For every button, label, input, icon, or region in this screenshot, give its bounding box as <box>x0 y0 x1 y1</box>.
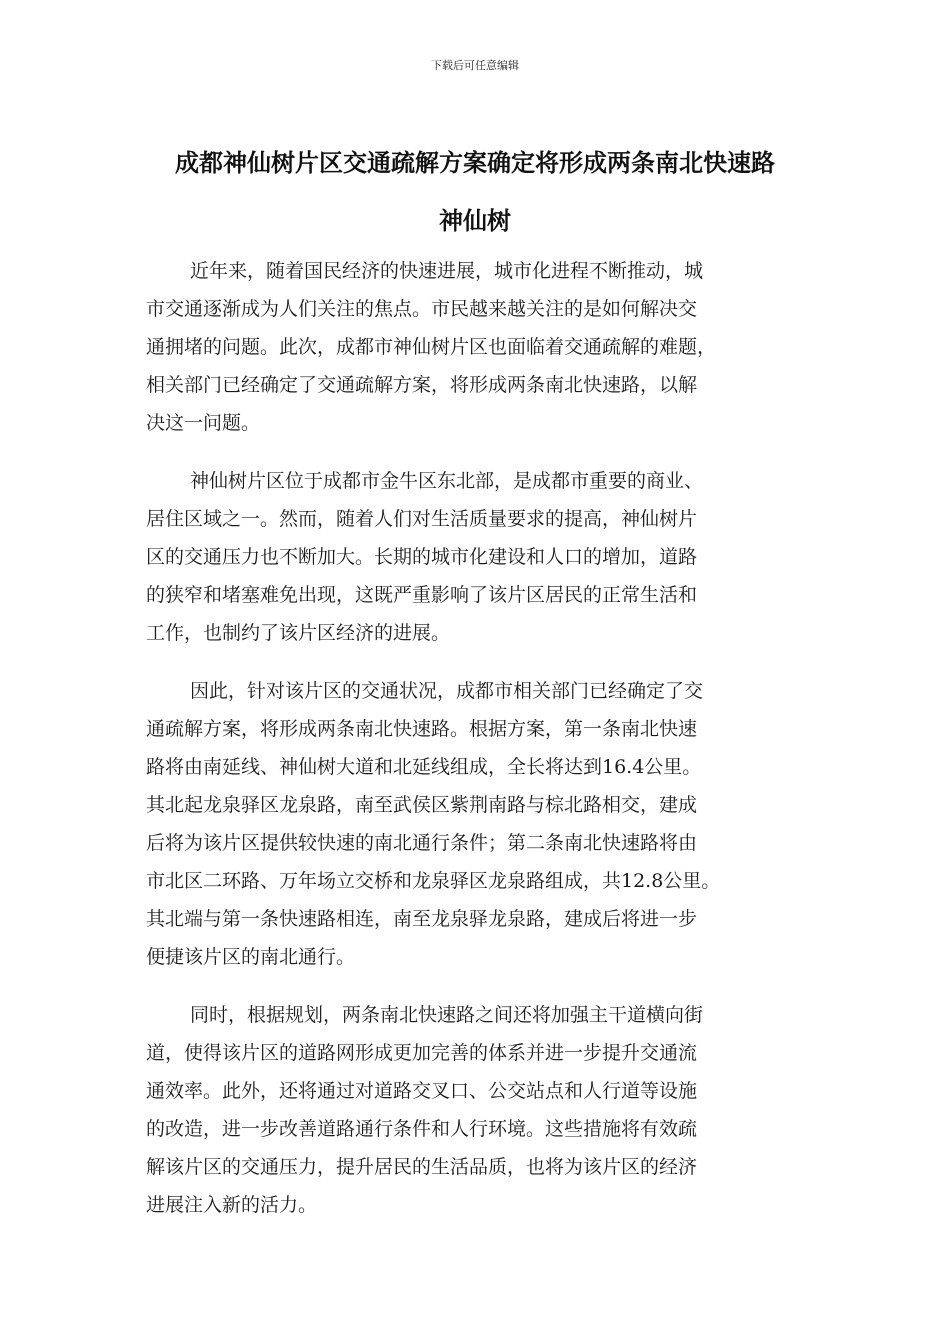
text-line: 道，使得该片区的道路网形成更加完善的体系并进一步提升交通流 <box>146 1042 698 1064</box>
text-line: 近年来，随着国民经济的快速进展，城市化进程不断推动，城 <box>190 260 704 282</box>
text-line: 通疏解方案，将形成两条南北快速路。根据方案，第一条南北快速 <box>146 718 698 740</box>
text-line: 其北端与第一条快速路相连，南至龙泉驿龙泉路，建成后将进一步 <box>146 908 698 930</box>
header-note: 下载后可任意编辑 <box>431 59 519 72</box>
text-line: 通效率。此外，还将通过对道路交叉口、公交站点和人行道等设施 <box>146 1080 698 1102</box>
text-line: 工作，也制约了该片区经济的进展。 <box>146 622 451 644</box>
text-line: 路将由南延线、神仙树大道和北延线组成，全长将达到16.4公里。 <box>146 756 702 778</box>
paragraph <box>146 996 810 1224</box>
paragraph <box>146 672 810 976</box>
text-line: 市交通逐渐成为人们关注的焦点。市民越来越关注的是如何解决交 <box>146 298 698 320</box>
title-line: 成都神仙树片区交通疏解方案确定将形成两条南北快速路 <box>175 149 775 177</box>
text-line: 便捷该片区的南北通行。 <box>146 946 356 968</box>
text-line: 相关部门已经确定了交通疏解方案，将形成两条南北快速路，以解 <box>146 374 698 396</box>
text-line: 同时，根据规划，两条南北快速路之间还将加强主干道横向街 <box>190 1004 704 1026</box>
text-line: 神仙树片区位于成都市金牛区东北部，是成都市重要的商业、 <box>190 470 704 492</box>
text-line: 市北区二环路、万年场立交桥和龙泉驿区龙泉路组成，共12.8公里。 <box>146 870 721 892</box>
text-line: 因此，针对该片区的交通状况，成都市相关部门已经确定了交 <box>190 680 704 702</box>
text-line: 居住区域之一。然而，随着人们对生活质量要求的提高，神仙树片 <box>146 508 698 530</box>
title-line: 神仙树 <box>439 207 511 235</box>
document-body <box>146 252 810 1244</box>
text-line: 其北起龙泉驿区龙泉路，南至武侯区紫荆南路与棕北路相交，建成 <box>146 794 698 816</box>
paragraph <box>146 462 810 652</box>
text-line: 进展注入新的活力。 <box>146 1194 318 1216</box>
text-line: 区的交通压力也不断加大。长期的城市化建设和人口的增加，道路 <box>146 546 698 568</box>
text-line: 后将为该片区提供较快速的南北通行条件；第二条南北快速路将由 <box>146 832 698 854</box>
text-line: 的狭窄和堵塞难免出现，这既严重影响了该片区居民的正常生活和 <box>146 584 698 606</box>
text-line: 决这一问题。 <box>146 412 261 434</box>
paragraph <box>146 252 810 442</box>
text-line: 解该片区的交通压力，提升居民的生活品质，也将为该片区的经济 <box>146 1156 698 1178</box>
text-line: 的改造，进一步改善道路通行条件和人行环境。这些措施将有效疏 <box>146 1118 698 1140</box>
document-title <box>100 134 850 250</box>
text-line: 通拥堵的问题。此次，成都市神仙树片区也面临着交通疏解的难题， <box>146 336 717 358</box>
